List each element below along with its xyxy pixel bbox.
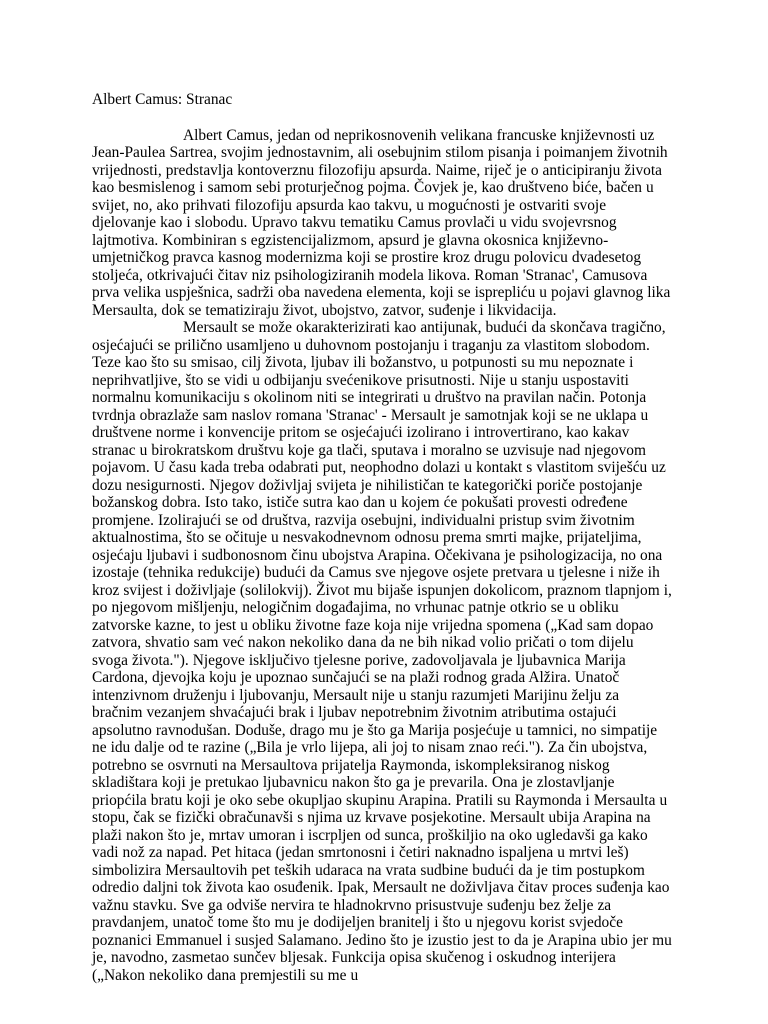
paragraph-mersault: Mersault se može okarakterizirati kao antijunak, budući da skončava tragično, osjećajući se prilično usamljeno u duhovnom postojanju i traganju za vlastitom slobodom. Teze kao što su smisao, cilj života, ljubav ili božanstvo, u potpunosti su mu nepoznate i neprihvatljive, što se vidi u odbijanju svećenikove prisutnosti. Nije u stanju uspostaviti normalnu komunikaciju s okolinom niti se integrirati u društvo na pravilan način. Potonja tvrdnja obrazlaže sam naslov romana 'Stranac' - Mersault je samotnjak koji se ne uklapa u društvene norme i konvencije pritom se osjećajući izolirano i introvertirano, kao kakav stranac u birokratskom društvu koje ga tlači, sputava i moralno se uzvisuje nad njegovom pojavom. U času kada treba odabrati put, neophodno dolazi u kontakt s vlastitom sviješću uz dozu nesigurnosti. Njegov doživljaj svijeta je nihilističan te kategorički poriče postojanje božanskog dobra. Isto tako, ističe sutra kao dan u kojem će pokušati provesti određene promjene. Izolirajući se od društva, razvija osebujni, individualni pristup svim životnim aktualnostima, što se očituje u nesvakodnevnom odnosu prema smrti majke, prijateljima, osjećaju ljubavi i sudbonosnom činu ubojstva Arapina. Očekivana je psihologizacija, no ona izostaje (tehnika redukcije) budući da Camus sve njegove osjete pretvara u tjelesne i niže ih kroz svijest i doživljaje (solilokvij). Život mu bijaše ispunjen dokolicom, praznom tlapnjom i, po njegovom mišljenju, nelogičnim događajima, no vrhunac patnje otkrio se u obliku zatvorske kazne, to jest u obliku životne faze koja nije vrijedna spomena („Kad sam dopao zatvora, shvatio sam već nakon nekoliko dana da ne bih nikad volio pričati o tom dijelu svoga života."). Njegove isključivo tjelesne porive, zadovoljavala je ljubavnica Marija Cardona, djevojka koju je upoznao sunčajući se na plaži rodnog grada Alžira. Unatoč intenzivnom druženju i ljubovanju, Mersault nije u stanju razumjeti Marijinu želju za bračnim vezanjem shvaćajući brak i ljubav nepotrebnim životnim atributima ostajući apsolutno ravnodušan. Doduše, drago mu je što ga Marija posjećuje u tamnici, no simpatije ne idu dalje od te razine („Bila je vrlo lijepa, ali joj to nisam znao reći."). Za čin ubojstva, potrebno se osvrnuti na Mersaultova prijatelja Raymonda, iskompleksiranog niskog skladištara koji je pretukao ljubavnicu nakon što ga je prevarila. Ona je zlostavljanje priopćila bratu koji je oko sebe okupljao skupinu Arapina. Pratili su Raymonda i Mersaulta u stopu, čak se fizički obračunavši s njima uz krvave posjekotine. Mersault ubija Arapina na plaži nakon što je, mrtav umoran i iscrpljen od sunca, proškiljio na oko ugledavši ga kako vadi nož za napad. Pet hitaca (jedan smrtonosni i četiri naknadno ispaljena u mrtvi leš) simbolizira Mersaultovih pet teških udaraca na vrata sudbine budući da je tim postupkom odredio daljni tok života kao osuđenik. Ipak, Mersault ne doživljava čitav proces suđenja kao važnu stavku. Sve ga odviše nervira te hladnokrvno prisustvuje suđenju bez želje za pravdanjem, unatoč tome što mu je dodijeljen branitelj i što u njegovu korist svjedoče poznanici Emmanuel i susjed Salamano. Jedino što je izustio jest to da je Arapina ubio jer mu je, navodno, zasmetao sunčev bljesak. Funkcija opisa skučenog i oskudnog interijera („Nakon nekoliko dana premjestili su me u bbox=[92, 319, 672, 984]
document-page bbox=[92, 91, 672, 984]
document-title: Albert Camus: Stranac bbox=[92, 91, 233, 108]
paragraph-intro: Albert Camus, jedan od neprikosnovenih velikana francuske književnosti uz Jean-Paulea Sartrea, svojim jednostavnim, ali osebujnim stilom pisanja i poimanjem životnih vrijednosti, predstavlja kontoverznu filozofiju apsurda. Naime, riječ je o anticipiranju života kao besmislenog i samom sebi proturječnog pojma. Čovjek je, kao društveno biće, bačen u svijet, no, ako prihvati filozofiju apsurda kao takvu, u mogućnosti je ostvariti svoje djelovanje kao i slobodu. Upravo takvu tematiku Camus provlači u vidu svojevrsnog lajtmotiva. Kombiniran s egzistencijalizmom, apsurd je glavna okosnica književno-umjetničkog pravca kasnog modernizma koji se prostire kroz drugu polovicu dvadesetog stoljeća, otkrivajući čitav niz psihologiziranih modela likova. Roman 'Stranac', Camusova prva velika uspješnica, sadrži oba navedena elementa, koji se isprepliću u pojavi glavnog lika Mersaulta, dok se tematiziraju život, ubojstvo, zatvor, suđenje i likvidacija. bbox=[92, 126, 671, 319]
